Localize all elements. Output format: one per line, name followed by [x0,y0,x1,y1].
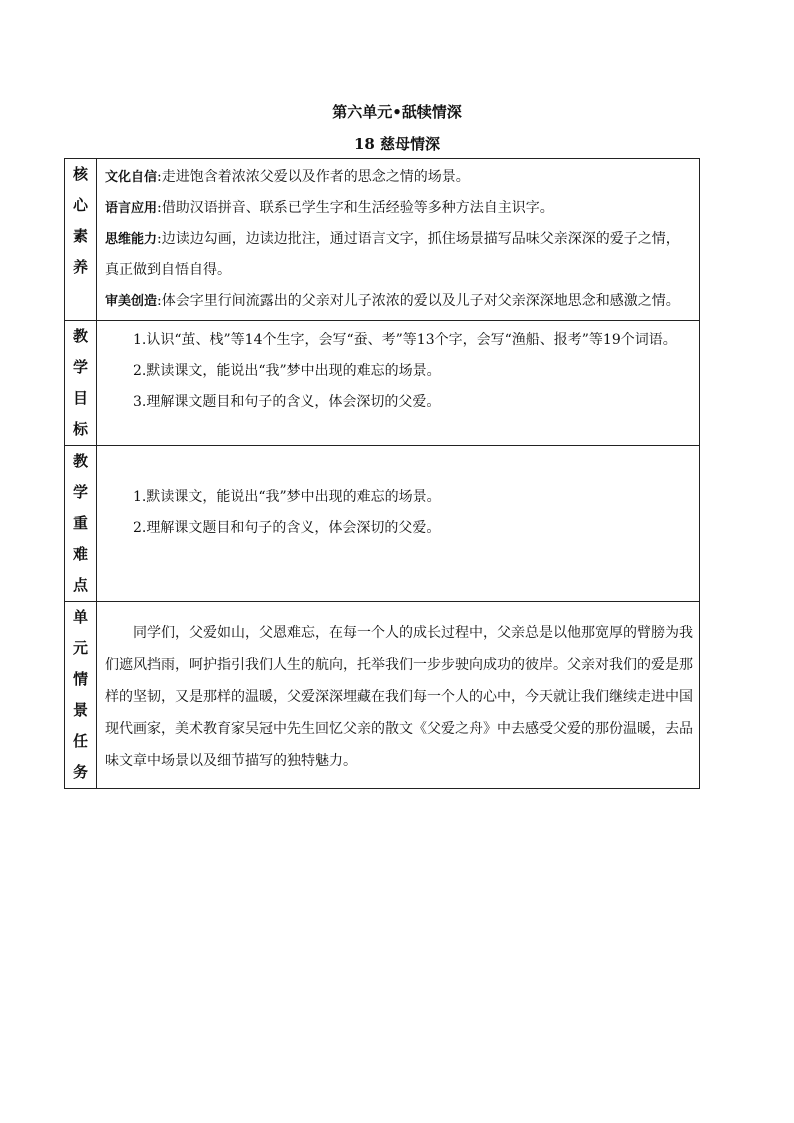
literacy-item: 文化自信:走进饱含着浓浓父爱以及作者的思念之情的场景。 [105,169,470,185]
literacy-key: 思维能力 [105,232,158,247]
unit-title: 第六单元•舐犊情深 [332,103,462,121]
label-char: 务 [72,763,88,781]
label-char: 点 [72,576,88,594]
key-points-row [65,446,700,602]
key-points-label [65,446,97,602]
unit-context-text: 同学们，父爱如山，父恩难忘，在每一个人的成长过程中，父亲总是以他那宽厚的臂膀为我们遮风挡雨，呵护指引我们人生的航向，托举我们一步步驶向成功的彼岸。父亲对我们的爱是那样的坚韧，又是那样的温暖，父爱深深埋藏在我们每一个人的心中，今天就让我们继续走进中国现代画家，美术教育家吴冠中先生回忆父亲的散文《父爱之舟》中去感受父爱的那份温暖，去品味文章中场景以及细节描写的独特魅力。 [105,625,693,769]
label-char: 学 [72,483,88,501]
literacy-item: 审美创造:体会字里行间流露出的父亲对儿子浓浓的爱以及儿子对父亲深深地思念和感激之情。 [105,293,680,309]
core-literacy-label [65,159,97,321]
label-char: 核 [72,165,88,183]
key-point-item: 2.理解课文题目和句子的含义，体会深切的父爱。 [133,520,441,536]
teaching-goals-label [65,321,97,446]
teaching-goals-content [97,321,700,446]
label-char: 任 [72,732,88,750]
label-char: 教 [72,327,88,345]
label-char: 心 [72,196,88,214]
literacy-key: 审美创造 [105,294,158,309]
literacy-text: 边读边勾画，边读边批注，通过语言文字，抓住场景描写品味父亲深深的爱子之情，真正做到自悟自得。 [105,231,680,278]
teaching-goals-row [65,321,700,446]
label-char: 标 [72,420,88,438]
unit-context-label [65,602,97,789]
literacy-key: 文化自信 [105,170,158,185]
key-point-item: 1.默读课文，能说出“我”梦中出现的难忘的场景。 [133,489,441,505]
label-char: 难 [72,545,88,563]
lesson-title: 18 慈母情深 [353,135,441,153]
label-char: 目 [72,389,88,407]
goal-item: 2.默读课文，能说出“我”梦中出现的难忘的场景。 [133,363,441,379]
label-char: 情 [72,670,88,688]
label-char: 学 [72,358,88,376]
goal-item: 1.认识“茧、栈”等14个生字，会写“蚕、考”等13个字，会写“渔船、报考”等19个词语。 [133,332,677,348]
core-literacy-row [65,159,700,321]
literacy-item: 语言应用:借助汉语拼音、联系已学生字和生活经验等多种方法自主识字。 [105,200,554,216]
label-char: 养 [72,258,88,276]
literacy-key: 语言应用 [105,201,158,216]
label-char: 单 [72,608,88,626]
literacy-item: 思维能力:边读边勾画，边读边批注，通过语言文字，抓住场景描写品味父亲深深的爱子之情，真正做到自悟自得。 [105,231,680,278]
lesson-plan-table [64,158,700,789]
literacy-text: 借助汉语拼音、联系已学生字和生活经验等多种方法自主识字。 [161,200,554,216]
unit-context-content [97,602,700,789]
label-char: 素 [72,227,88,245]
key-points-content [97,446,700,602]
label-char: 重 [72,514,88,532]
label-char: 教 [72,452,88,470]
literacy-text: 体会字里行间流露出的父亲对儿子浓浓的爱以及儿子对父亲深深地思念和感激之情。 [161,293,680,309]
goal-item: 3.理解课文题目和句子的含义，体会深切的父爱。 [133,394,441,410]
label-char: 景 [72,701,88,719]
literacy-text: 走进饱含着浓浓父爱以及作者的思念之情的场景。 [161,169,470,185]
label-char: 元 [72,639,88,657]
unit-context-row [65,602,700,789]
core-literacy-content [97,159,700,321]
